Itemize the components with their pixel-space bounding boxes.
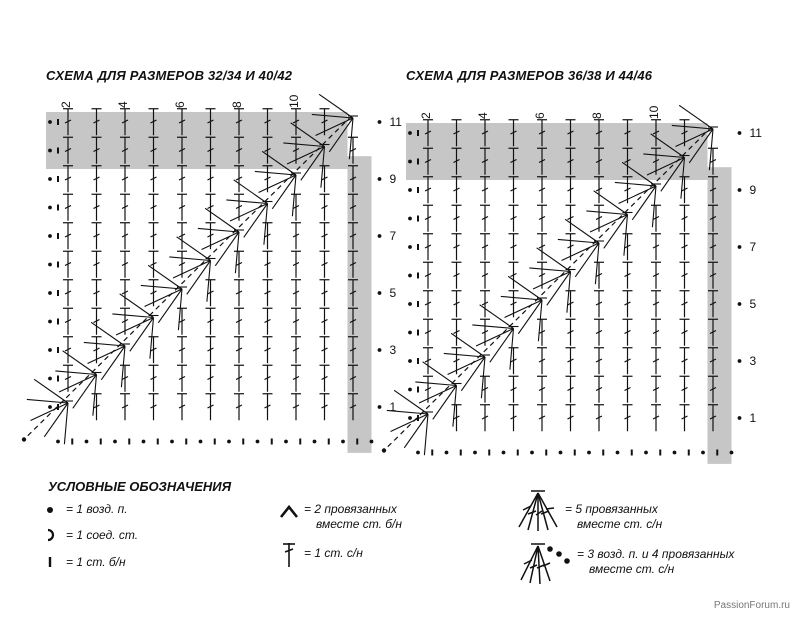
dc-stitch	[566, 405, 576, 432]
legend-slip: = 1 соед. ст.	[66, 528, 139, 542]
legend-sc2tog-1: = 2 провязанных	[304, 502, 397, 516]
chain-stitch	[408, 416, 412, 420]
legend-dc: = 1 ст. с/н	[304, 546, 363, 560]
dc-stitch	[509, 234, 519, 261]
top-number: 2	[419, 112, 433, 119]
dc-stitch	[680, 319, 690, 346]
row-number: 1	[389, 400, 397, 414]
chain-stitch	[408, 302, 412, 306]
row-number: 3	[749, 354, 757, 368]
ch3-dc4tog-icon	[515, 540, 575, 586]
dc-stitch	[480, 177, 490, 204]
row-number: 11	[389, 115, 402, 129]
dc-stitch	[623, 234, 633, 261]
chain-stitch	[408, 388, 412, 392]
chain-stitch	[408, 160, 412, 164]
chain-stitch	[408, 188, 412, 192]
chain-stitch-icon	[44, 503, 58, 517]
dc-stitch	[623, 262, 633, 289]
chain-stitch	[408, 274, 412, 278]
top-number: 8	[590, 112, 604, 119]
dc-stitch	[594, 262, 604, 289]
dc-stitch	[651, 405, 661, 432]
chain-stitch	[473, 451, 477, 455]
dc-stitch	[680, 262, 690, 289]
dc-stitch	[480, 205, 490, 232]
dc-stitch	[509, 405, 519, 432]
top-number: 4	[116, 101, 130, 108]
dc-stitch	[480, 262, 490, 289]
chain-stitch	[701, 451, 705, 455]
dc-stitch	[594, 348, 604, 375]
chain-stitch	[644, 451, 648, 455]
chain-stitch	[530, 451, 534, 455]
dc-stitch	[651, 205, 661, 232]
dc-stitch	[680, 291, 690, 318]
dc-stitch	[594, 319, 604, 346]
legend-ch3dc4tog-1: = 3 возд. п. и 4 провязанных	[577, 547, 735, 561]
top-number: 6	[533, 112, 547, 119]
dc-stitch	[566, 177, 576, 204]
dc-stitch	[480, 376, 490, 403]
dc-stitch	[566, 205, 576, 232]
legend-ch3dc4tog-2: вместе ст. с/н	[589, 562, 675, 576]
chain-stitch	[738, 245, 742, 249]
start-dot	[382, 448, 386, 452]
chain-stitch	[445, 451, 449, 455]
dc-stitch	[566, 319, 576, 346]
dc-stitch	[651, 234, 661, 261]
legend-sc: = 1 ст. б/н	[66, 555, 126, 569]
dc-stitch	[423, 319, 433, 346]
top-number: 8	[230, 101, 244, 108]
dc-stitch	[423, 262, 433, 289]
legend-sc2tog-2: вместе ст. б/н	[316, 517, 402, 531]
dc-stitch	[623, 405, 633, 432]
chain-stitch	[559, 451, 563, 455]
dc-stitch	[594, 376, 604, 403]
dc-stitch	[680, 234, 690, 261]
dc-stitch	[680, 405, 690, 432]
chain-stitch	[416, 451, 420, 455]
chain-stitch	[408, 131, 412, 135]
dc-stitch	[594, 177, 604, 204]
dc-stitch	[651, 319, 661, 346]
chain-stitch	[738, 131, 742, 135]
dc-stitch	[537, 234, 547, 261]
chain-stitch	[616, 451, 620, 455]
dc-stitch	[651, 291, 661, 318]
dc-stitch	[480, 234, 490, 261]
chain-stitch	[738, 188, 742, 192]
highlight-top-band	[406, 123, 708, 180]
chain-stitch	[408, 217, 412, 221]
dc-stitch	[566, 376, 576, 403]
watermark: PassionForum.ru	[713, 600, 790, 611]
single-crochet-icon	[44, 554, 58, 570]
chain-stitch	[408, 359, 412, 363]
dc-stitch	[623, 376, 633, 403]
top-number: 6	[173, 101, 187, 108]
dc-stitch	[651, 376, 661, 403]
dc5tog-icon	[515, 487, 561, 533]
chain-stitch	[738, 359, 742, 363]
dc-stitch	[623, 319, 633, 346]
dc-stitch	[623, 291, 633, 318]
legend-dc5tog-2: вместе ст. с/н	[577, 517, 663, 531]
chain-stitch	[408, 331, 412, 335]
dc-stitch	[509, 177, 519, 204]
dc-stitch	[537, 348, 547, 375]
row-number: 1	[749, 411, 757, 425]
dc-stitch	[509, 376, 519, 403]
dc-stitch	[594, 291, 604, 318]
chain-stitch	[730, 451, 734, 455]
dc-stitch	[452, 234, 462, 261]
dc-stitch	[423, 348, 433, 375]
dc-stitch	[537, 205, 547, 232]
chain-stitch	[502, 451, 506, 455]
row-number: 5	[389, 286, 397, 300]
top-number: 4	[476, 112, 490, 119]
dc-stitch	[651, 348, 661, 375]
top-number: 2	[59, 101, 73, 108]
dc-stitch	[509, 262, 519, 289]
dc-stitch	[423, 291, 433, 318]
slip-stitch-icon	[44, 527, 58, 543]
row-number: 9	[749, 183, 757, 197]
dc-stitch	[537, 376, 547, 403]
dc-stitch	[680, 205, 690, 232]
top-number: 10	[287, 94, 301, 108]
chart2-title: СХЕМА ДЛЯ РАЗМЕРОВ 36/38 И 44/46	[406, 68, 653, 83]
row-number: 9	[389, 172, 397, 186]
dc-stitch	[680, 348, 690, 375]
dc-stitch	[452, 405, 462, 432]
legend-chain: = 1 возд. п.	[66, 502, 128, 516]
dc-stitch	[680, 376, 690, 403]
chain-stitch	[738, 416, 742, 420]
sc2tog-icon	[278, 502, 300, 520]
dc-stitch	[537, 405, 547, 432]
dc-stitch	[452, 262, 462, 289]
row-number: 3	[389, 343, 397, 357]
row-number: 7	[389, 229, 397, 243]
row-number: 7	[749, 240, 757, 254]
dc-stitch	[623, 348, 633, 375]
dc-stitch	[509, 348, 519, 375]
dc-stitch	[480, 291, 490, 318]
chain-stitch	[738, 302, 742, 306]
top-number: 10	[647, 105, 661, 119]
dc-stitch	[509, 205, 519, 232]
dc-stitch	[594, 405, 604, 432]
dc-stitch	[566, 291, 576, 318]
dc-stitch	[423, 177, 433, 204]
dc-stitch	[651, 262, 661, 289]
chain-stitch	[587, 451, 591, 455]
chart1-title: СХЕМА ДЛЯ РАЗМЕРОВ 32/34 И 40/42	[46, 68, 293, 83]
dc-stitch	[423, 205, 433, 232]
dc-stitch	[537, 177, 547, 204]
dc-stitch	[452, 291, 462, 318]
dc-stitch	[452, 205, 462, 232]
dc-stitch	[452, 319, 462, 346]
chain-stitch	[673, 451, 677, 455]
dc-stitch	[452, 177, 462, 204]
dc-stitch	[566, 348, 576, 375]
dc-stitch	[537, 319, 547, 346]
legend-title: УСЛОВНЫЕ ОБОЗНАЧЕНИЯ	[48, 479, 232, 494]
dc-stitch	[480, 405, 490, 432]
row-number: 11	[749, 126, 762, 140]
chain-stitch	[408, 245, 412, 249]
dc-stitch	[423, 234, 433, 261]
legend-dc5tog-1: = 5 провязанных	[565, 502, 658, 516]
dc-stitch	[680, 177, 690, 204]
double-crochet-icon	[280, 540, 298, 570]
row-number: 5	[749, 297, 757, 311]
highlight-right-band	[708, 167, 732, 464]
